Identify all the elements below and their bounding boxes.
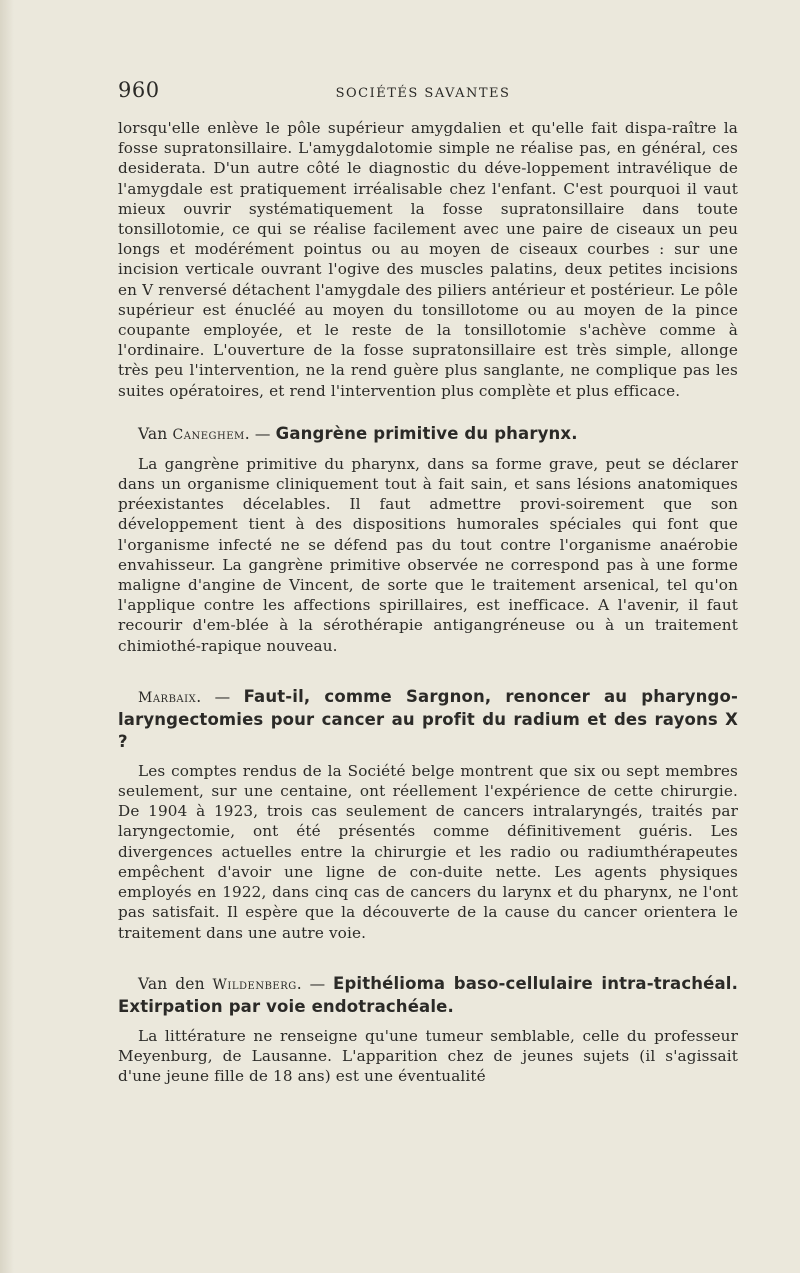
section-text-caneghem: La gangrène primitive du pharynx, dans sa forme grave, peut se déclarer dans un organisme cliniquement tout à fait sain, et sans lésions anatomiques préexistantes décelables. Il faut admettre provi-soirement que son développement tient à des dispositions humorales spéciales qui font que l'organisme infecté ne se défend pas du tout contre l'organisme anaérobie envahisseur. La gangrène primitive observée ne correspond pas à une forme maligne d'angine de Vincent, de sorte que le traitement arsenical, tel qu'on l'applique contre les affections spirillaires, est inefficace. A l'avenir, il faut recourir d'em-blée à la sérothérapie antigangréneuse ou à un traitement chimiothé-rapique nouveau. [118, 454, 738, 655]
running-head [118, 78, 728, 108]
section-heading-wildenberg [118, 973, 738, 1018]
section-text-wildenberg: La littérature ne renseigne qu'une tumeur semblable, celle du professeur Meyenburg, de Lausanne. L'apparition chez de jeunes sujets (il s'agissait d'une jeune fille de 18 ans) est une éventualité [118, 1026, 738, 1086]
article-body [118, 118, 738, 1086]
page-number: 960 [118, 78, 160, 102]
section-title: Faut-il, comme Sargnon, renoncer au pharyngo-laryngectomies pour cancer au profit du radium et des rayons X ? [118, 686, 738, 751]
intro-paragraph: lorsqu'elle enlève le pôle supérieur amygdalien et qu'elle fait dispa-raître la fosse supratonsillaire. L'amygdalotomie simple ne réalise pas, en général, ces desiderata. D'un autre côté le diagnostic du déve-loppement intravélique de l'amygdale est pratiquement irréalisable chez l'enfant. C'est pourquoi il vaut mieux ouvrir systématiquement la fosse supratonsillaire dans toute tonsillotomie, ce qui se réalise facilement avec une paire de ciseaux un peu longs et modérément pointus ou au moyen de ciseaux courbes : sur une incision verticale ouvrant l'ogive des muscles palatins, deux petites incisions en V renversé détachent l'amygdale des piliers antérieur et postérieur. Le pôle supérieur est énucléé au moyen du tonsillotome ou au moyen de la pince coupante employée, et le reste de la tonsillotomie s'achève comme à l'ordinaire. L'ouverture de la fosse supratonsillaire est très simple, allonge très peu l'intervention, ne la rend guère plus sanglante, ne complique pas les suites opératoires, et rend l'intervention plus complète et plus efficace. [118, 119, 738, 400]
section-heading-caneghem [118, 423, 738, 446]
section-heading-marbaix [118, 686, 738, 753]
author-name: Van Caneghem. — [138, 424, 276, 443]
section-text-marbaix: Les comptes rendus de la Société belge montrent que six ou sept membres seulement, sur une centaine, ont réellement l'expérience de cette chirurgie. De 1904 à 1923, trois cas seulement de cancers intralaryngés, traités par laryngectomie, ont été présentés comme définitivement guéris. Les divergences actuelles entre la chirurgie et les radio ou radiumthérapeutes empêchent d'avoir une ligne de con-duite nette. Les agents physiques employés en 1922, dans cinq cas de cancers du larynx et du pharynx, ne l'ont pas satisfait. Il espère que la découverte de la cause du cancer orientera le traitement dans une autre voie. [118, 761, 738, 942]
author-name: Van den Wildenberg. — [138, 974, 334, 993]
section-title: Epithélioma baso-cellulaire intra-trachéal. Extirpation par voie endotrachéale. [118, 973, 738, 1016]
section-title: Gangrène primitive du pharynx. [275, 423, 578, 443]
running-title: SOCIÉTÉS SAVANTES [335, 86, 511, 101]
author-name: Marbaix. — [138, 687, 244, 706]
